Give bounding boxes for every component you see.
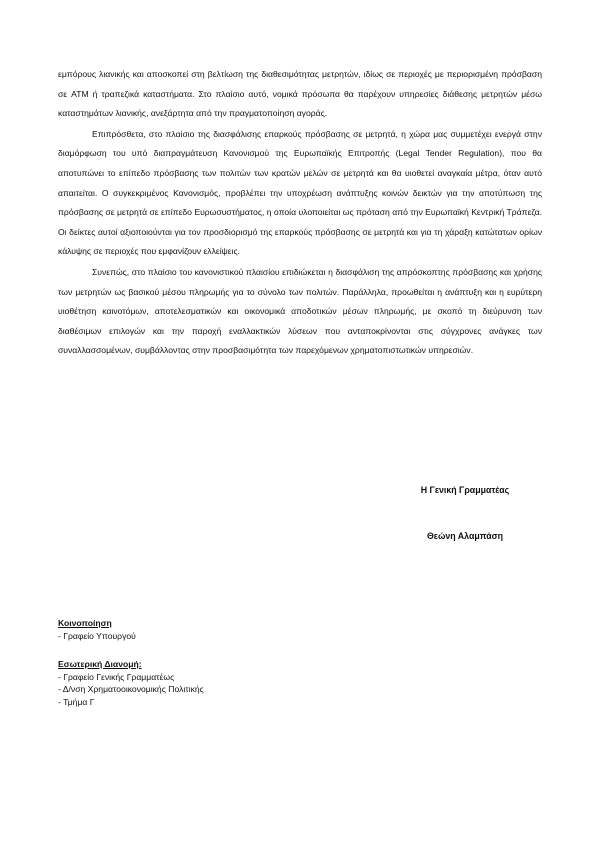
cc-heading: Κοινοποίηση	[58, 618, 112, 628]
signature-title: Η Γενική Γραμματέας	[420, 485, 510, 495]
internal-distribution-item: - Γραφείο Γενικής Γραμματέως	[58, 671, 175, 682]
signature-name: Θεώνη Αλαμπάση	[426, 531, 504, 541]
internal-distribution-item: - Τμήμα Γ	[58, 696, 95, 707]
signature-block	[380, 485, 550, 541]
internal-distribution-item: - Δ/νση Χρηματοοικονομικής Πολιτικής	[58, 684, 204, 694]
cc-block	[58, 617, 136, 642]
cc-item: - Γραφείο Υπουργού	[58, 630, 136, 641]
paragraph-2: Επιπρόσθετα, στο πλαίσιο της διασφάλισης επαρκούς πρόσβασης σε μετρητά, η χώρα μας συμμετέχει ενεργά στην διαμόρφωση του υπό διαπραγμάτευση Κανονισμού της Ευρωπαϊκής Επιτροπής (Legal Tender Regulation), που θα αποτυπώνει το επίπεδο πρόσβασης των πολιτών των κρατών μελών σε μετρητά και θα υιοθετεί αναγκαία μέτρα, όταν αυτό απαιτείται. Ο συγκεκριμένος Κανονισμός, προβλέπει την υποχρέωση ανάπτυξης κοινών δεικτών για την αποτύπωση της πρόσβασης σε μετρητά σε επίπεδο Ευρωσυστήματος, η οποία υλοποιείται ως πρόταση από την Ευρωπαϊκή Κεντρική Τράπεζα. Οι δείκτες αυτοί αξιοποιούνται για τον προσδιορισμό της επαρκούς πρόσβασης σε μετρητά και για τη χάραξη κατώτατων ορίων κάλυψης σε περιοχές που εμφανίζουν ελλείψεις.	[58, 128, 542, 257]
internal-distribution-heading: Εσωτερική Διανομή:	[58, 659, 142, 669]
paragraph-1: εμπόρους λιανικής και αποσκοπεί στη βελτίωση της διαθεσιμότητας μετρητών, ιδίως σε περιοχές με περιορισμένη πρόσβαση σε ATM ή τραπεζικά καταστήματα. Στο πλαίσιο αυτό, νομικά πρόσωπα θα παρέχουν υπηρεσίες διάθεσης μετρητών μέσω καταστημάτων λιανικής, ανεξάρτητα από την πραγματοποίηση αγοράς.	[58, 69, 542, 119]
internal-distribution-block	[58, 658, 204, 708]
paragraph-3: Συνεπώς, στο πλαίσιο του κανονιστικού πλαισίου επιδιώκεται η διασφάλιση της απρόσκοπτης πρόσβασης και χρήσης των μετρητών ως βασικού μέσου πληρωμής για το σύνολο των πολιτών. Παράλληλα, προωθείται η ανάπτυξη και η ευρύτερη υιοθέτηση καινοτόμων, αποτελεσματικών και οικονομικά αποδοτικών μέσων πληρωμής, με σκοπό τη διεύρυνση των διαθέσιμων επιλογών και την παροχή εναλλακτικών λύσεων που ανταποκρίνονται στις σύγχρονες ανάγκες των συναλλασσομένων, συμβάλλοντας στην προσβασιμότητα των παρεχόμενων χρηματοπιστωτικών υπηρεσιών.	[58, 266, 542, 356]
document-body	[58, 65, 542, 362]
